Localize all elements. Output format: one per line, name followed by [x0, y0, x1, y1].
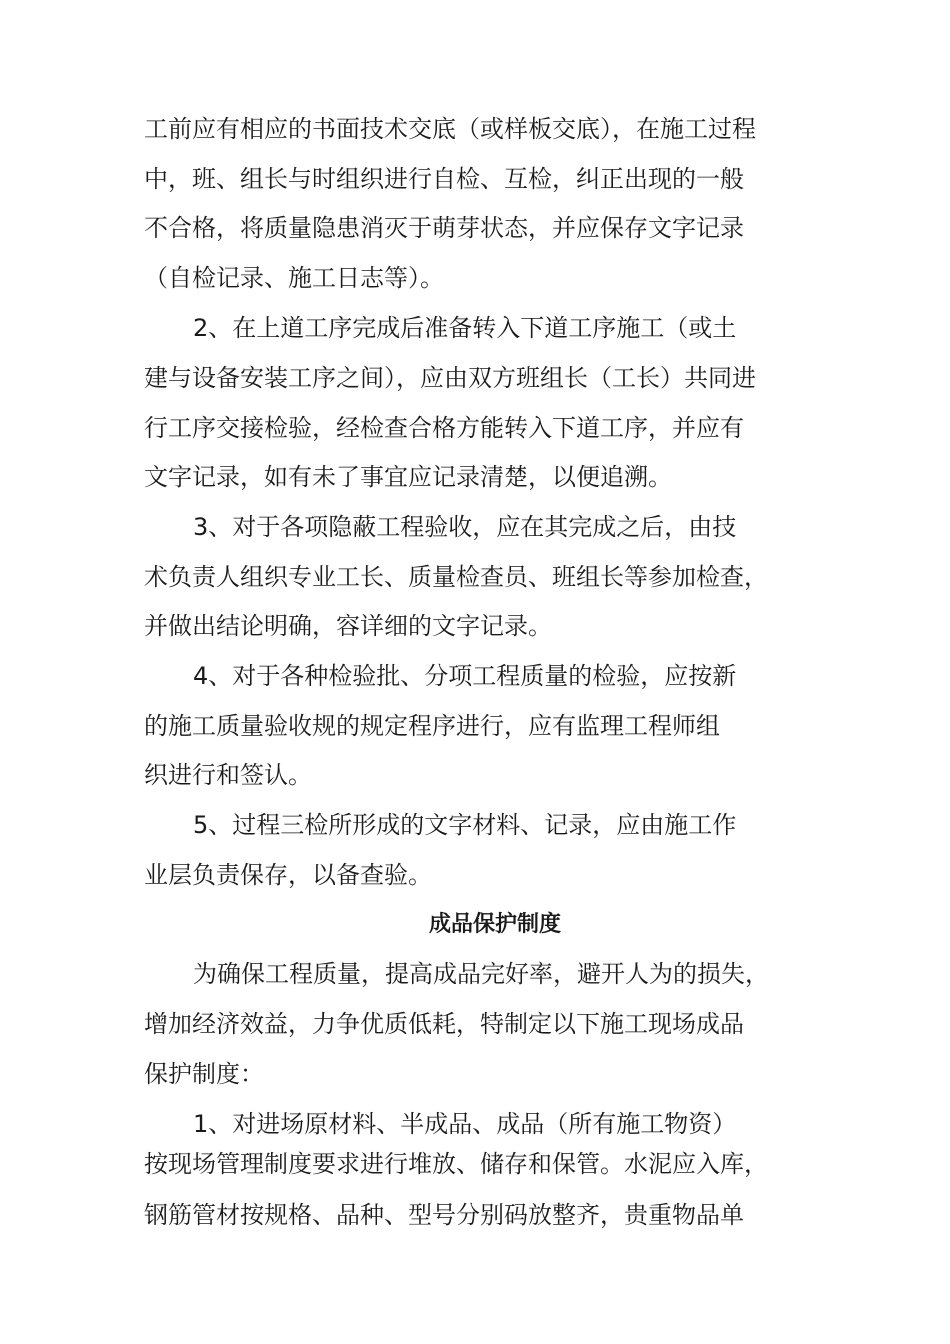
text-line: 增加经济效益，力争优质低耗，特制定以下施工现场成品 — [144, 1010, 744, 1038]
text-line: 1、对进场原材料、半成品、成品（所有施工物资） — [193, 1110, 737, 1138]
text-line: 工前应有相应的书面技术交底（或样板交底），在施工过程 — [144, 115, 756, 143]
text-line: 行工序交接检验，经检查合格方能转入下道工序，并应有 — [144, 414, 744, 442]
text-line: 并做出结论明确，容详细的文字记录。 — [144, 612, 552, 640]
text-line: 2、在上道工序完成后准备转入下道工序施工（或土 — [193, 314, 737, 342]
text-line: 钢筋管材按规格、品种、型号分别码放整齐，贵重物品单 — [144, 1201, 744, 1229]
text-line: 术负责人组织专业工长、质量检查员、班组长等参加检查， — [144, 563, 768, 591]
text-line: 4、对于各种检验批、分项工程质量的检验，应按新 — [193, 662, 737, 690]
text-line: 业层负责保存，以备查验。 — [144, 861, 432, 889]
text-line: 3、对于各项隐蔽工程验收，应在其完成之后，由技 — [193, 513, 737, 541]
text-line: 织进行和签认。 — [144, 761, 312, 789]
text-line: 建与设备安装工序之间），应由双方班组长（工长）共同进 — [144, 364, 756, 392]
text-line: 中，班、组长与时组织进行自检、互检，纠正出现的一般 — [144, 165, 744, 193]
text-line: 文字记录，如有未了事宜应记录清楚，以便追溯。 — [144, 463, 672, 491]
text-line: 按现场管理制度要求进行堆放、储存和保管。水泥应入库， — [144, 1150, 768, 1178]
text-line: 5、过程三检所形成的文字材料、记录，应由施工作 — [193, 811, 737, 839]
text-line: 不合格，将质量隐患消灭于萌芽状态，并应保存文字记录 — [144, 214, 744, 242]
text-line: （自检记录、施工日志等）。 — [144, 264, 444, 292]
text-line: 的施工质量验收规的规定程序进行，应有监理工程师组 — [144, 712, 720, 740]
text-line: 保护制度： — [144, 1060, 264, 1088]
text-line: 为确保工程质量，提高成品完好率，避开人为的损失， — [193, 960, 769, 988]
section-heading: 成品保护制度 — [428, 912, 561, 937]
